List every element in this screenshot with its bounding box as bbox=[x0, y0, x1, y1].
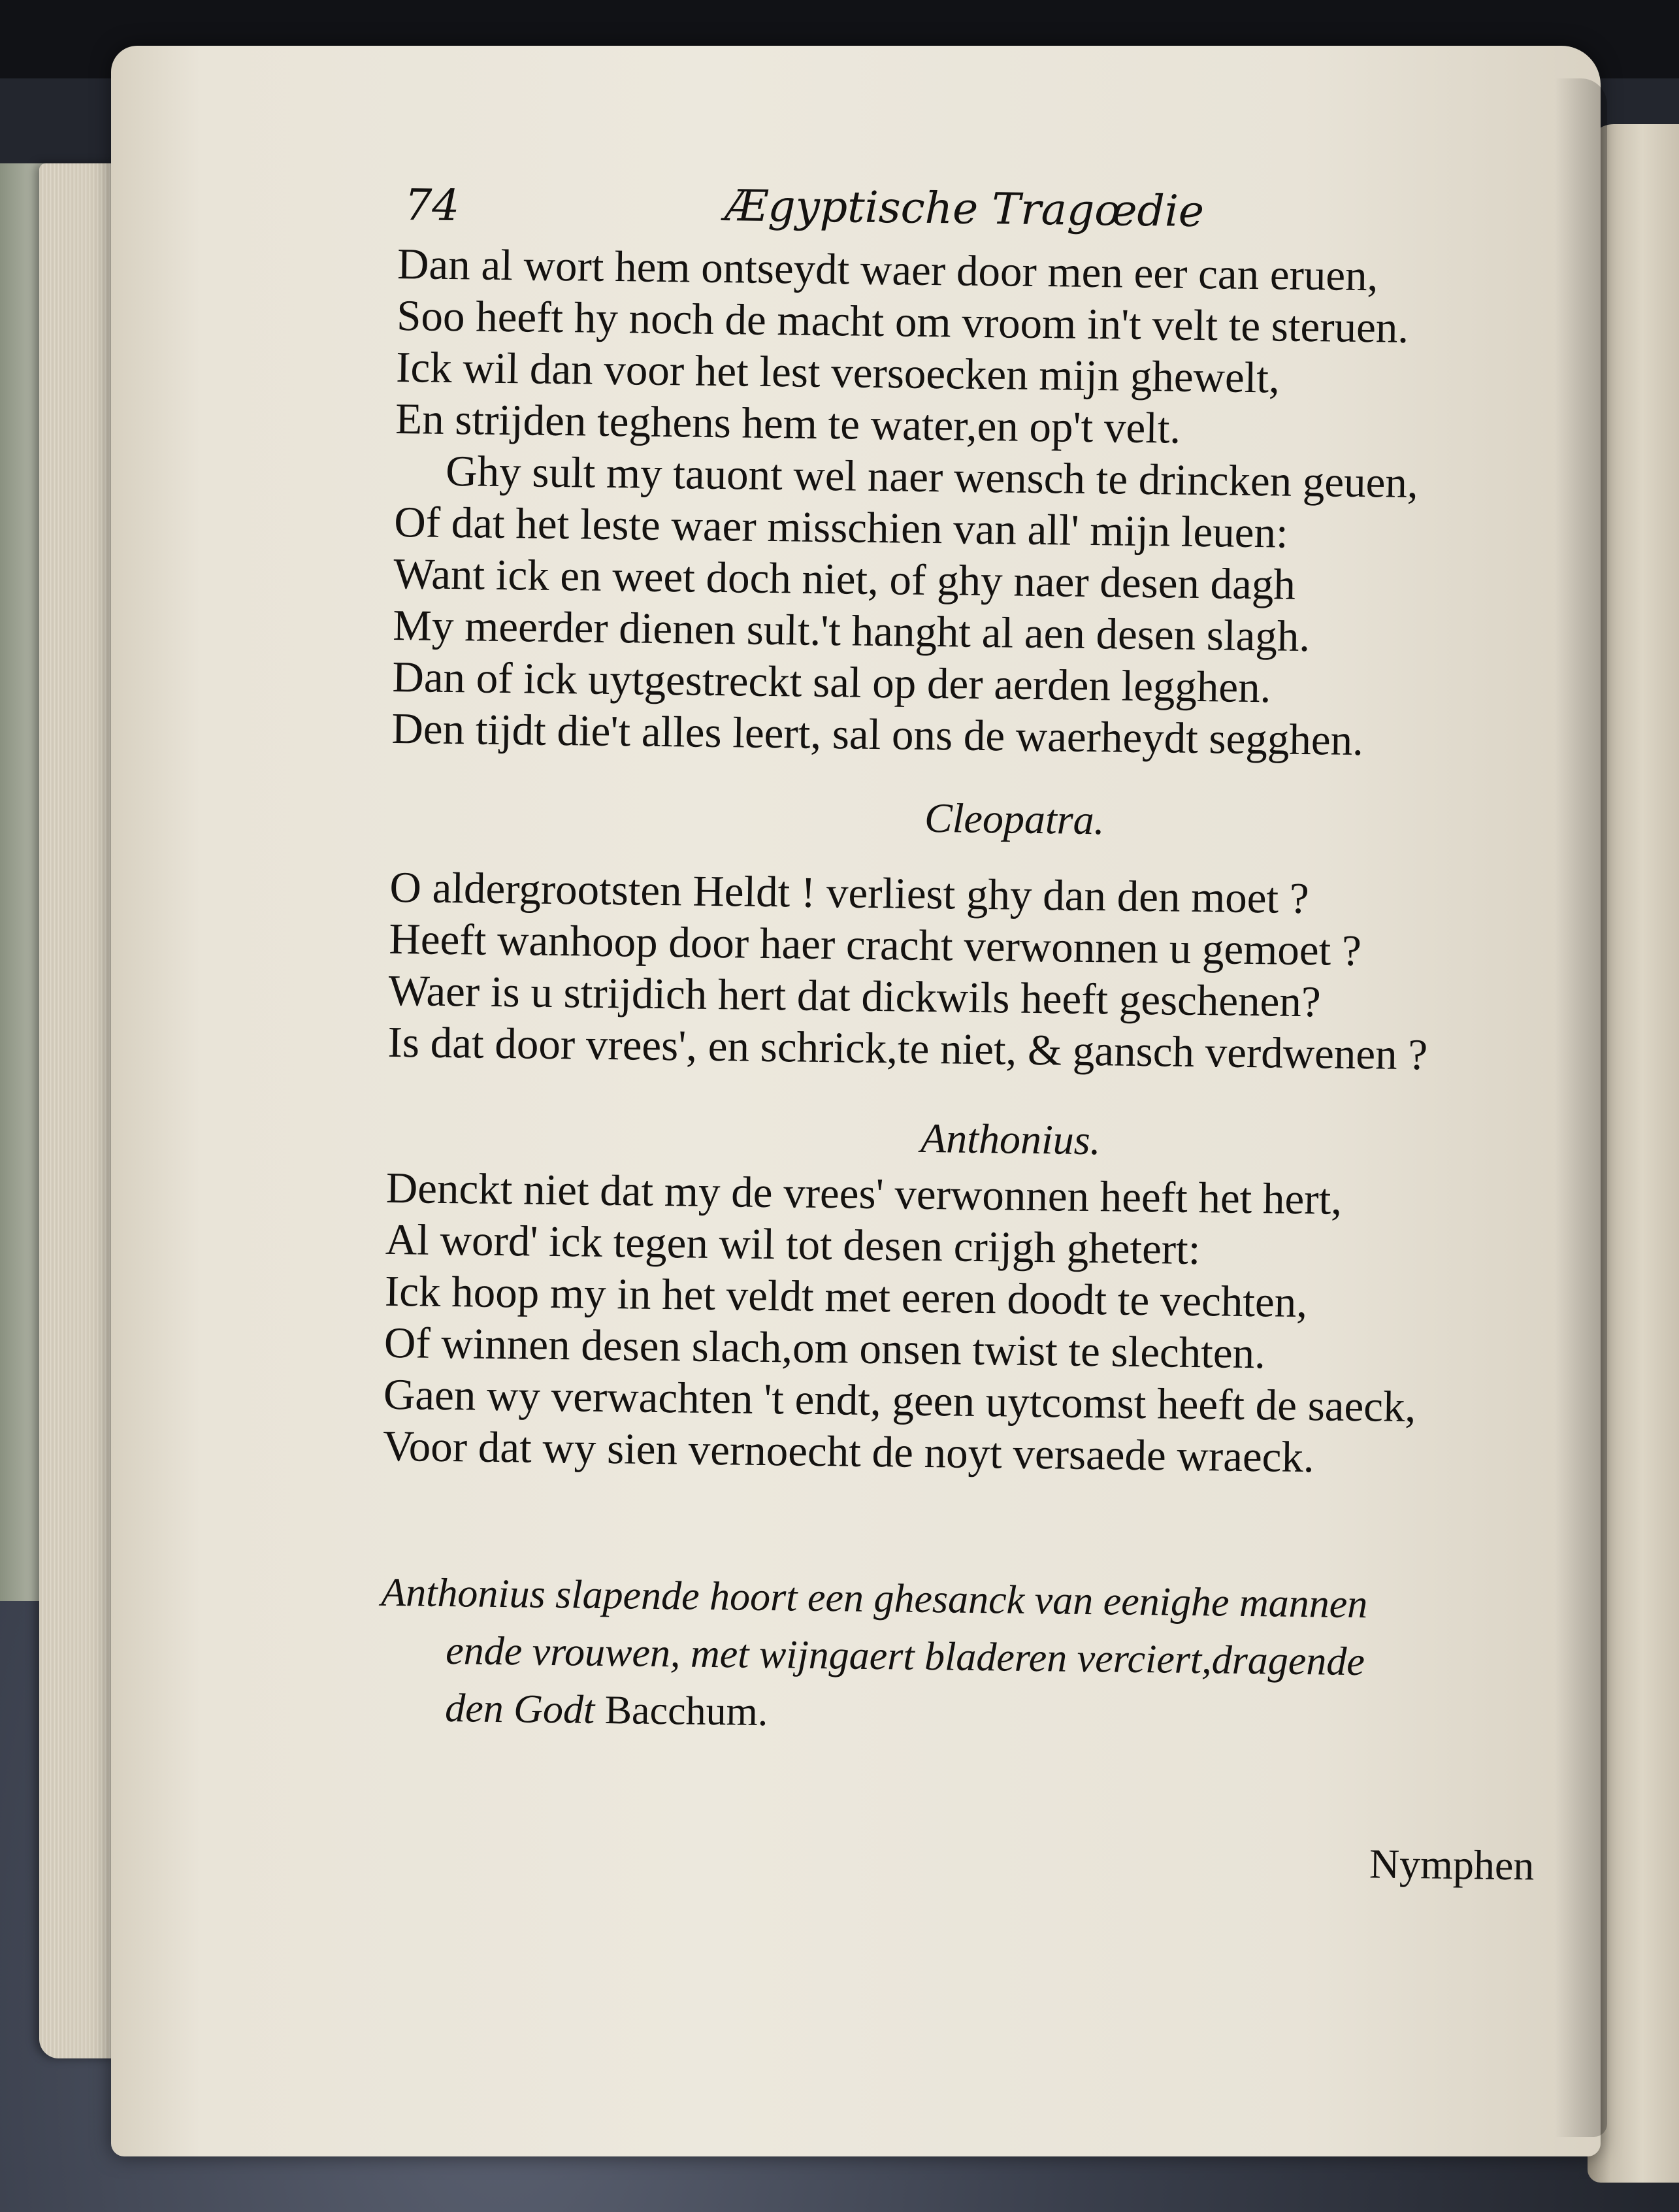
verse-line: Ick wil dan voor het lest versoecken mijn ghewelt, bbox=[395, 342, 1280, 403]
verse-line: Of dat het leste waer misschien van all' mijn leuen: bbox=[393, 497, 1289, 557]
verse-line: Ick hoop my in het veldt met eeren doodt te vechten, bbox=[384, 1266, 1308, 1327]
speaker-cleopatra: Cleopatra. bbox=[924, 794, 1105, 844]
verse-line: Dan of ick uytgestreckt sal op der aerden legghen. bbox=[392, 652, 1271, 712]
verse-line: O aldergrootsten Heldt ! verliest ghy dan den moet ? bbox=[389, 863, 1310, 923]
verse-line: En strijden teghens hem te water,en op't velt. bbox=[395, 394, 1181, 453]
running-title: Ægyptische Tragœdie bbox=[724, 180, 1205, 237]
verse-line: Gaen wy verwachten 't endt, geen uytcomst heeft de saeck, bbox=[383, 1370, 1416, 1432]
stage-direction-line: ende vrouwen, met wijngaert bladeren verciert,dragende bbox=[445, 1628, 1365, 1685]
verse-line: Den tijdt die't alles leert, sal ons de waerheydt segghen. bbox=[391, 704, 1364, 765]
verse-line: Heeft wanhoop door haer cracht verwonnen u gemoet ? bbox=[389, 914, 1362, 976]
page-number: 74 bbox=[404, 180, 460, 231]
verse-line: Soo heeft hy noch de macht om vroom in't velt te steruen. bbox=[396, 291, 1409, 352]
verse-line: Is dat door vrees', en schrick,te niet, & gansch verdwenen ? bbox=[387, 1017, 1428, 1080]
anthonius-speech bbox=[383, 1163, 1556, 1487]
verse-line: Voor dat wy sien vernoecht de noyt versaede wraeck. bbox=[382, 1421, 1315, 1482]
running-head bbox=[398, 167, 1568, 253]
verse-line: My meerder dienen sult.'t hanght al aen desen slagh. bbox=[392, 601, 1311, 661]
verse-stanza-2 bbox=[391, 445, 1565, 769]
stage-direction-roman: Bacchum. bbox=[604, 1688, 768, 1735]
verse-line: Waer is u strijdich hert dat dickwils heeft geschenen? bbox=[388, 966, 1322, 1027]
verse-line: Of winnen desen slach,om onsen twist te slechten. bbox=[383, 1318, 1266, 1378]
verse-line: Al word' ick tegen wil tot desen crijgh ghetert: bbox=[385, 1215, 1201, 1274]
stage-direction-italic: den Godt bbox=[444, 1686, 606, 1733]
verse-stanza-1 bbox=[395, 239, 1567, 459]
stage-direction-line: Anthonius slapende hoort een ghesanck van eenighe mannen bbox=[380, 1570, 1368, 1627]
page-edges-stack bbox=[39, 163, 118, 2058]
stage-direction bbox=[380, 1564, 1551, 1751]
verse-line: Denckt niet dat my de vrees' verwonnen heeft het hert, bbox=[385, 1163, 1343, 1224]
speaker-anthonius: Anthonius. bbox=[920, 1114, 1101, 1164]
verse-line: Ghy sult my tauont wel naer wensch te drincken geuen, bbox=[445, 446, 1419, 508]
catchword: Nymphen bbox=[1369, 1840, 1535, 1889]
verse-line: Want ick en weet doch niet, of ghy naer desen dagh bbox=[393, 549, 1296, 609]
cleopatra-speech bbox=[387, 862, 1559, 1083]
verse-line: Dan al wort hem ontseydt waer door men eer can eruen, bbox=[397, 239, 1378, 301]
page-text-block bbox=[378, 167, 1568, 1890]
